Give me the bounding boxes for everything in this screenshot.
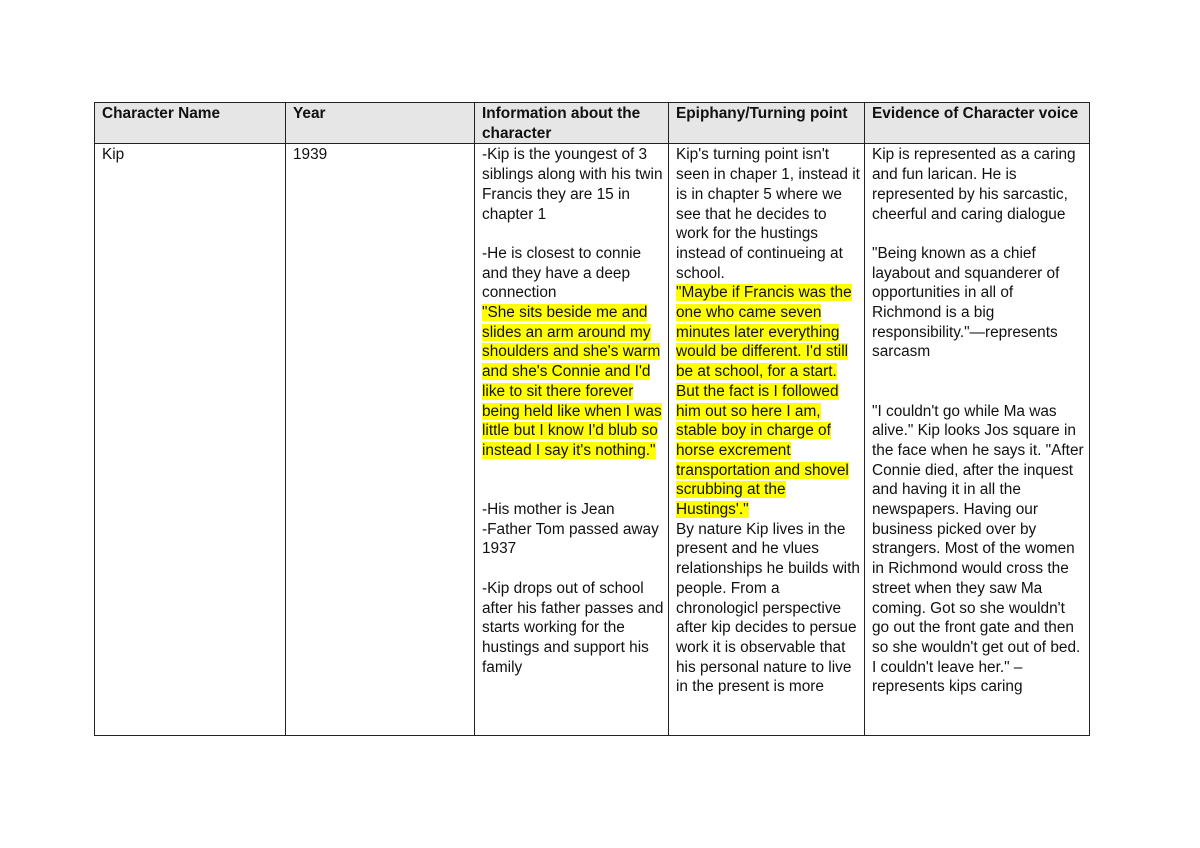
cell-character-name: Kip <box>95 144 286 736</box>
epiphany-quote: "Maybe if Francis was the one who came seven minutes later everything would be different. I'd still be at school, for a start. But the fact is I followed him out so here I am, stable boy in charge of horse excrement transportation and shovel scrubbing at the Hustings'." <box>676 284 852 519</box>
cell-year: 1939 <box>286 144 475 736</box>
table-row <box>95 144 1090 736</box>
cell-epiphany <box>669 144 865 736</box>
header-epiphany: Epiphany/Turning point <box>669 103 865 144</box>
info-father: -Father Tom passed away 1937 <box>482 520 659 558</box>
epiphany-nature: By nature Kip lives in the present and he vlues relationships he builds with people. From a chronologicl perspective after kip decides to persue work it is observable that his personal nature to live in the present is more <box>676 520 860 696</box>
epiphany-turning-point: Kip's turning point isn't seen in chaper 1, instead it is in chapter 5 where we see that he decides to work for the hustings instead of continueing at school. <box>676 146 860 282</box>
header-information: Information about the character <box>475 103 669 144</box>
info-drops-out: -Kip drops out of school after his father passes and starts working for the hustings and support his family <box>482 579 664 676</box>
voice-caring-quote: "I couldn't go while Ma was alive." Kip looks Jos square in the face when he says it. "After Connie died, after the inquest and having it in all the newspapers. Having our business picked over by strangers. Most of the women in Richmond would cross the street when they saw Ma coming. Got so she wouldn't go out the front gate and then so she wouldn't get out of bed. I couldn't leave her." – represents kips caring <box>872 402 1084 696</box>
info-connie-quote: "She sits beside me and slides an arm around my shoulders and she's warm and she's Connie and I'd like to sit there forever being held like when I was little but I know I'd blub so instead I say it's nothing." <box>482 304 662 459</box>
cell-character-voice <box>865 144 1090 736</box>
header-character-voice: Evidence of Character voice <box>865 103 1090 144</box>
header-character-name: Character Name <box>95 103 286 144</box>
table-header-row <box>95 103 1090 144</box>
header-year: Year <box>286 103 475 144</box>
character-analysis-table <box>94 102 1090 736</box>
voice-sarcasm-quote: "Being known as a chief layabout and squanderer of opportunities in all of Richmond is a big responsibility."—represents sarcasm <box>872 244 1060 361</box>
info-connie: -He is closest to connie and they have a deep connection <box>482 244 642 302</box>
cell-information <box>475 144 669 736</box>
voice-summary: Kip is represented as a caring and fun larican. He is represented by his sarcastic, cheerful and caring dialogue <box>872 146 1076 223</box>
info-siblings: -Kip is the youngest of 3 siblings along with his twin Francis they are 15 in chapter 1 <box>482 146 663 223</box>
info-mother: -His mother is Jean <box>482 501 615 519</box>
